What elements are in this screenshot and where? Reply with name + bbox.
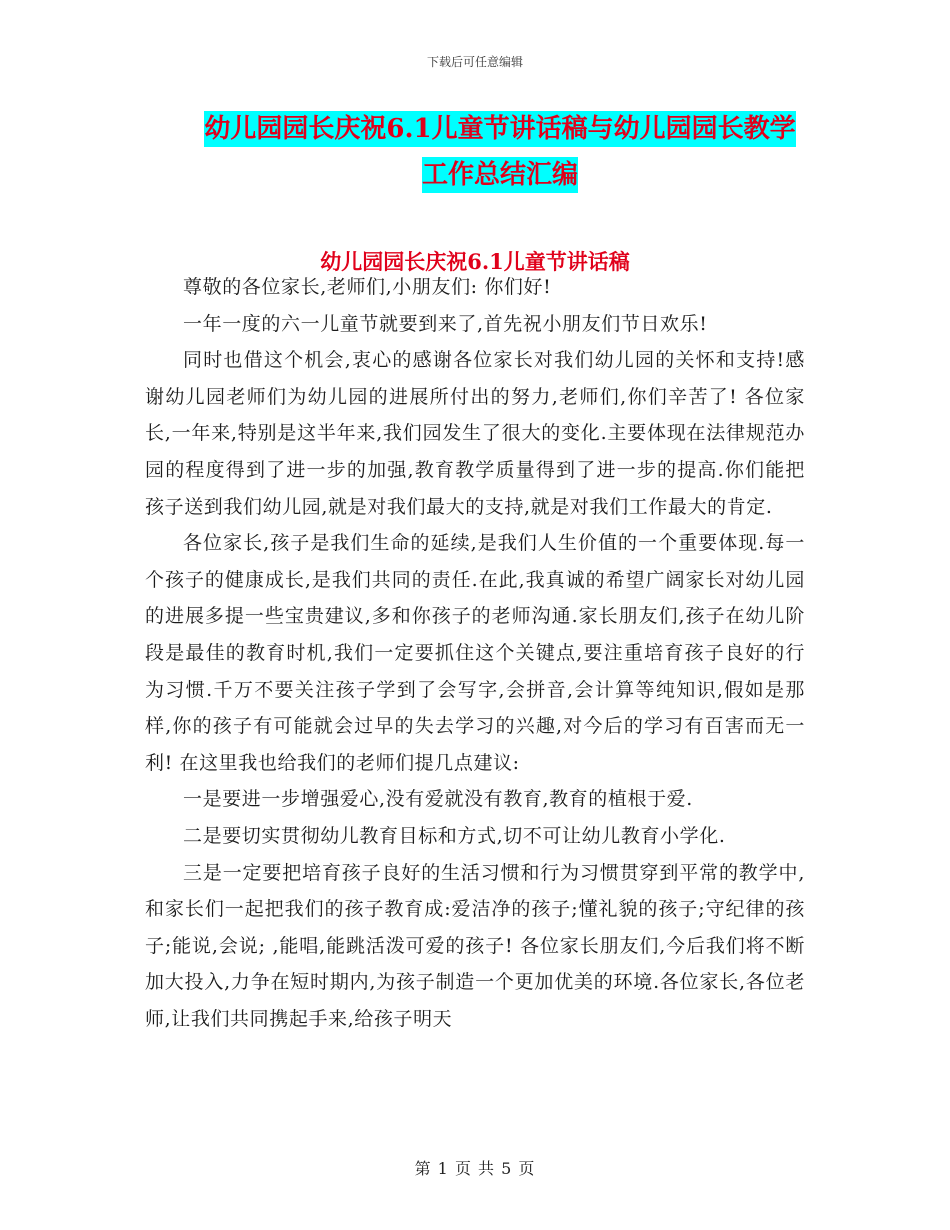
section-title: 幼儿园园长庆祝6.1儿童节讲话稿	[320, 249, 630, 274]
paragraph-1: 一年一度的六一儿童节就要到来了,首先祝小朋友们节日欢乐!	[183, 312, 708, 335]
paragraph-5: 二是要切实贯彻幼儿教育目标和方式,切不可让幼儿教育小学化.	[183, 824, 726, 847]
paragraph-4: 一是要进一步增强爱心,没有爱就没有教育,教育的植根于爱.	[183, 788, 693, 811]
paragraph-2: 同时也借这个机会,衷心的感谢各位家长对我们幼儿园的关怀和支持!感谢幼儿园老师们为幼儿园的进展所付出的努力,老师们,你们辛苦了! 各位家长,一年来,特别是这半年来,我们园发生了很大的变化.主要体现在法律规范办园的程度得到了进一步的加强,教育教学质量得到了进一步的提高.你们能把孩子送到我们幼儿园,就是对我们最大的支持,就是对我们工作最大的肯定.	[145, 349, 805, 518]
page-footer: 第 1 页 共 5 页	[414, 1159, 536, 1178]
paragraph-greeting: 尊敬的各位家长,老师们,小朋友们: 你们好!	[183, 276, 552, 298]
document-title-line-2: 工作总结汇编	[422, 157, 578, 193]
document-title-line-1: 幼儿园园长庆祝6.1儿童节讲话稿与幼儿园园长教学	[204, 111, 795, 147]
paragraph-6: 三是一定要把培育孩子良好的生活习惯和行为习惯贯穿到平常的教学中,和家长们一起把我们的孩子教育成:爱洁净的孩子;懂礼貌的孩子;守纪律的孩子;能说,会说; ,能唱,能跳活泼可爱的孩子! 各位家长朋友们,今后我们将不断加大投入,力争在短时期内,为孩子制造一个更加优美的环境.各位家长,各位老师,让我们共同携起手来,给孩子明天	[145, 861, 805, 1030]
body-text	[145, 269, 805, 1037]
header-note: 下载后可任意编辑	[426, 55, 523, 69]
document-title	[195, 106, 805, 198]
paragraph-3: 各位家长,孩子是我们生命的延续,是我们人生价值的一个重要体现.每一个孩子的健康成长,是我们共同的责任.在此,我真诚的希望广阔家长对幼儿园的进展多提一些宝贵建议,多和你孩子的老师沟通.家长朋友们,孩子在幼儿阶段是最佳的教育时机,我们一定要抓住这个关键点,要注重培育孩子良好的行为习惯.千万不要关注孩子学到了会写字,会拼音,会计算等纯知识,假如是那样,你的孩子有可能就会过早的失去学习的兴趣,对今后的学习有百害而无一利! 在这里我也给我们的老师们提几点建议:	[145, 532, 805, 774]
